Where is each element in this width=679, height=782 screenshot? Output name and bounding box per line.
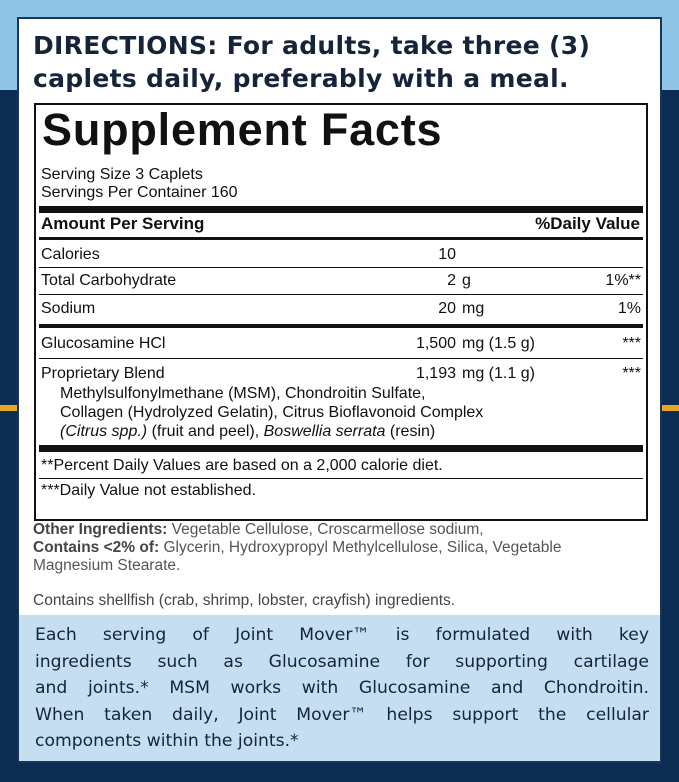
nutrient-unit: mg (1.1 g) [462,365,535,382]
amount-header: Amount Per Serving [41,214,205,233]
row-divider [39,358,643,359]
footnote-daily-values: **Percent Daily Values are based on a 2,000 calorie diet. [41,457,443,474]
other-ingredients-line [33,521,645,539]
contains-text: Glycerin, Hydroxypropyl Methylcellulose, Silica, Vegetable [159,539,562,556]
shellfish-warning: Contains shellfish (crab, shrimp, lobster, crayfish) ingredients. [33,592,456,609]
nutrient-unit: mg (1.5 g) [462,335,535,352]
nutrient-unit: g [462,272,471,289]
blend-ingredients-line: Collagen (Hydrolyzed Gelatin), Citrus Bioflavonoid Complex [60,404,484,421]
directions-line-1: DIRECTIONS: For adults, take three (3) [33,31,591,60]
servings-per-container: Servings Per Container 160 [41,184,238,201]
nutrient-row [41,245,641,265]
description-line: components within the joints.* [35,731,299,751]
thick-rule [39,206,643,213]
other-ingredients-text: Vegetable Cellulose, Croscarmellose sodium, [167,521,484,538]
nutrient-dv: *** [622,365,641,382]
blend-italic-text: (Citrus spp.) [60,423,148,440]
nutrient-name: Proprietary Blend [41,365,165,382]
serving-size: Serving Size 3 Caplets [41,166,203,183]
nutrient-amount: 10 [438,246,456,263]
blend-text: (fruit and peel), [147,423,264,440]
thick-rule [39,445,643,452]
nutrient-dv: 1% [617,300,641,317]
footnote-not-established: ***Daily Value not established. [41,482,256,499]
nutrient-amount: 1,193 [415,365,456,382]
other-ingredients-label: Other Ingredients: [33,521,168,538]
description-line: ingredients such as Glucosamine for supporting cartilage [35,651,649,672]
dv-header: %Daily Value [535,214,640,233]
nutrient-row [41,364,641,384]
nutrient-dv: 1%** [605,272,641,289]
product-description [35,622,649,755]
description-line: and joints.* MSM works with Glucosamine and Chondroitin. [35,678,649,698]
nutrient-name: Total Carbohydrate [41,272,177,289]
nutrient-unit: mg [462,300,485,317]
other-ingredients [33,521,645,575]
label-panel [17,17,662,763]
blend-ingredients-line: Methylsulfonylmethane (MSM), Chondroitin Sulfate, [60,385,426,402]
row-divider [39,267,643,268]
blend-ingredients-line [60,422,435,441]
nutrient-name: Glucosamine HCl [41,335,166,352]
directions-text [33,29,653,95]
facts-title: Supplement Facts [42,104,443,155]
directions-line-2: caplets daily, preferably with a meal. [33,64,569,93]
nutrient-amount: 20 [438,300,456,317]
contains-text-continued: Magnesium Stearate. [33,557,181,574]
contains-label: Contains <2% of: [33,539,160,556]
thick-row-divider [39,324,643,328]
blend-italic-text: Boswellia serrata [263,423,386,440]
contains-line [33,539,645,557]
nutrient-row [41,271,641,291]
row-divider [39,294,643,295]
nutrient-name: Calories [41,246,100,263]
description-line: Each serving of Joint Mover™ is formulated with key [35,625,649,645]
description-panel [19,615,660,761]
nutrient-row [41,334,641,354]
description-line: When taken daily, Joint Mover™ helps support the cellular [35,704,649,725]
nutrient-dv: *** [622,335,641,352]
header-rule [39,237,643,240]
nutrient-row [41,299,641,319]
nutrient-name: Sodium [41,300,96,317]
blend-text: (resin) [385,423,436,440]
supplement-facts-box [34,103,648,521]
row-divider [39,478,643,479]
nutrient-amount: 1,500 [415,335,456,352]
nutrient-amount: 2 [447,272,456,289]
